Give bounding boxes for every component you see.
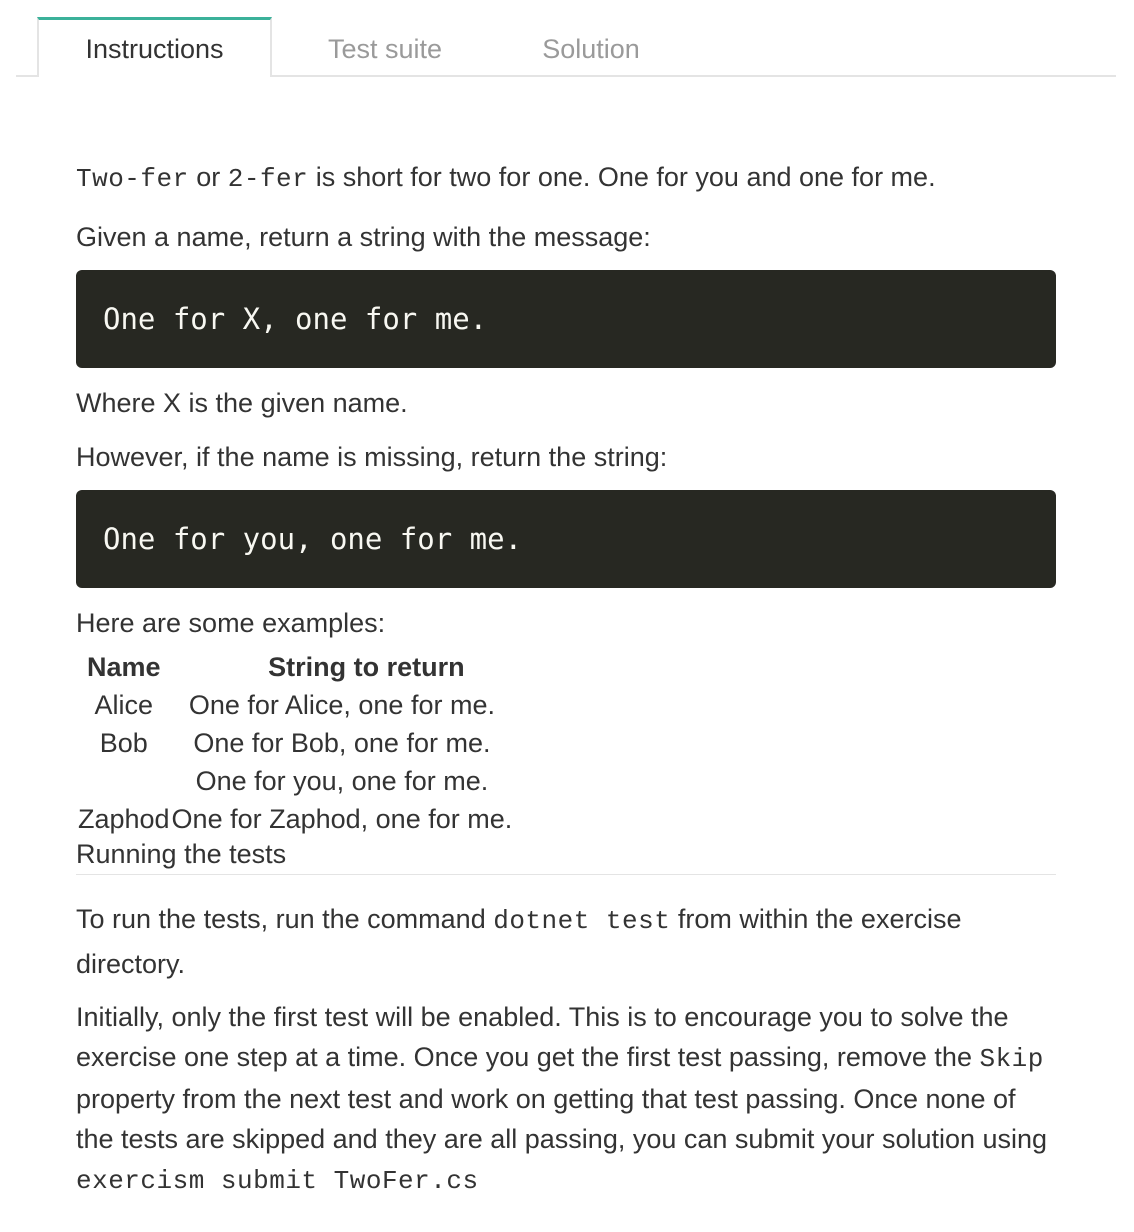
skip-code: Skip (979, 1044, 1044, 1074)
examples-table (76, 648, 512, 838)
however-paragraph: However, if the name is missing, return the string: (76, 442, 668, 472)
examples-paragraph: Here are some examples: (76, 608, 386, 638)
submit-command-code: exercism submit TwoFer.cs (76, 1166, 479, 1196)
2-fer-code: 2-fer (227, 164, 309, 194)
table-header-row (76, 648, 512, 686)
cell-string: One for you, one for me. (195, 765, 489, 796)
running-tests-heading: Running the tests (76, 838, 1056, 875)
table-row (76, 762, 512, 800)
code-block-default: One for you, one for me. (76, 490, 1056, 588)
intro-paragraph (76, 157, 1056, 199)
header-name: Name (87, 651, 161, 682)
table-row (76, 724, 512, 762)
tab-solution[interactable]: Solution (542, 34, 640, 64)
run-before: To run the tests, run the command (76, 904, 494, 934)
initial-paragraph (76, 997, 1056, 1201)
cell-string: One for Zaphod, one for me. (171, 803, 513, 834)
cell-name: Zaphod (77, 803, 170, 834)
cell-string: One for Alice, one for me. (188, 689, 495, 720)
table-row (76, 800, 512, 838)
tab-bar (16, 17, 1116, 77)
initial-after: property from the next test and work on getting that test passing. Once none of the tests are skipped and they are all passing, you can submit your solution using (76, 1084, 1048, 1154)
dotnet-test-code: dotnet test (493, 906, 671, 936)
intro-rest: is short for two for one. One for you and one for me. (308, 162, 936, 192)
header-string: String to return (268, 651, 465, 682)
given-paragraph: Given a name, return a string with the message: (76, 222, 651, 252)
instructions-content (76, 150, 1056, 1201)
cell-name: Alice (94, 689, 154, 720)
cell-name: Bob (99, 727, 148, 758)
run-paragraph (76, 898, 1056, 986)
intro-or: or (188, 162, 228, 192)
cell-name (76, 762, 172, 800)
initial-before: Initially, only the first test will be enabled. This is to encourage you to solve the exercise one step at a time. Once you get the first test passing, remove the (76, 1002, 1009, 1072)
two-fer-code: Two-fer (76, 164, 189, 194)
run-after: from within the exercise directory. (76, 904, 962, 979)
tab-test-suite[interactable]: Test suite (327, 34, 443, 64)
table-row (76, 686, 512, 724)
cell-string: One for Bob, one for me. (193, 727, 491, 758)
where-paragraph: Where X is the given name. (76, 388, 408, 418)
tab-instructions[interactable]: Instructions (37, 17, 272, 77)
code-block-named: One for X, one for me. (76, 270, 1056, 368)
